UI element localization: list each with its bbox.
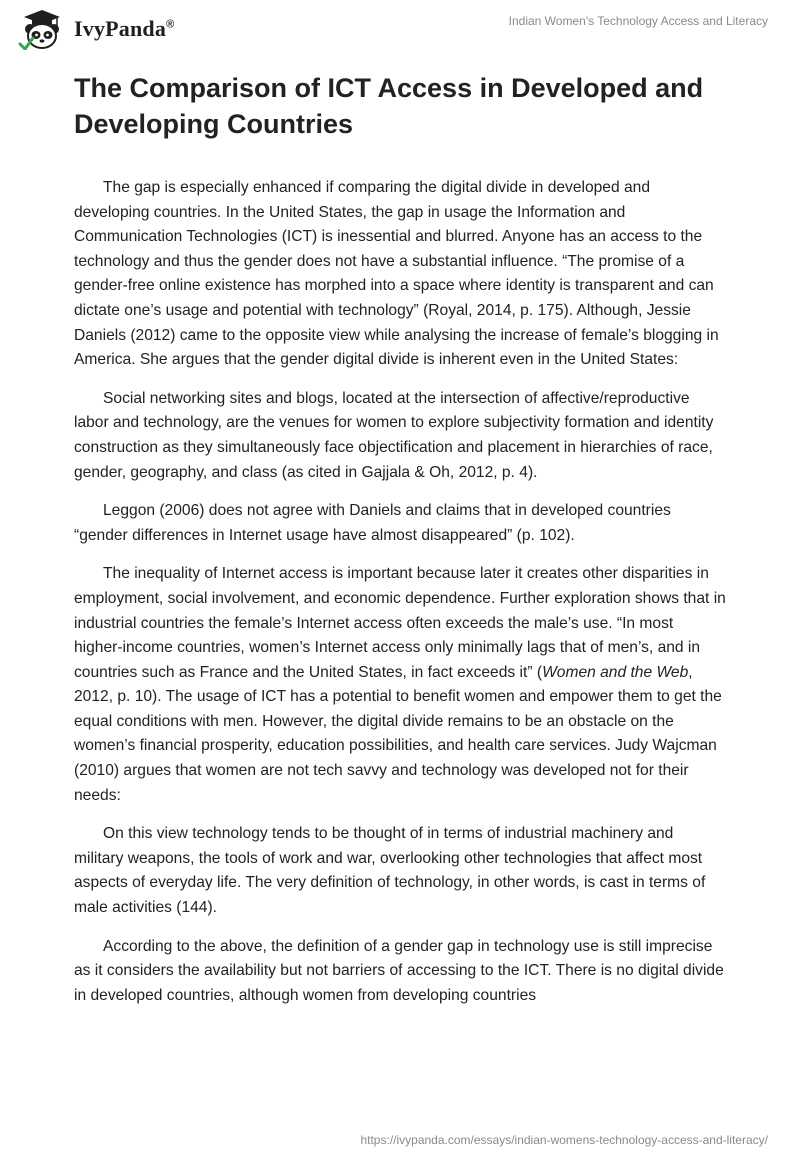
article: [74, 70, 726, 1022]
page-header: [0, 0, 800, 56]
article-title: The Comparison of ICT Access in Developed and Developing Countries: [74, 73, 704, 139]
ivypanda-logo[interactable]: [16, 8, 174, 50]
paragraph: The gap is especially enhanced if comparing the digital divide in developed and developing countries. In the United States, the gap in usage the Information and Communication Technologies (ICT) is inessential and blurred. Anyone has an access to the technology and thus the gender does not have a substantial influence. “The promise of a gender-free online existence has morphed into a space where identity is transparent and can dictate one’s usage and potential with technology” (Royal, 2014, p. 175). Although, Jessie Daniels (2012) came to the opposite view while analysing the increase of female’s blogging in America. She argues that the gender digital divide is inherent even in the United States:: [74, 179, 719, 369]
citation-title: Women and the Web: [542, 663, 689, 681]
block-quote: On this view technology tends to be thought of in terms of industrial machinery and military weapons, the tools of work and war, overlooking other technologies that affect most aspects of everyday life. The very definition of technology, in other words, is cast in terms of male activities (144).: [74, 825, 706, 917]
source-url[interactable]: https://ivypanda.com/essays/indian-womens-technology-access-and-literacy/: [360, 1133, 768, 1147]
paragraph: Leggon (2006) does not agree with Daniels and claims that in developed countries “gender differences in Internet usage have almost disappeared” (p. 102).: [74, 502, 671, 544]
paragraph: The inequality of Internet access is important because later it creates other disparities in employment, social involvement, and economic dependence. Further exploration shows that in industrial countries the female’s Internet access often exceeds the male’s use. “In most higher-income countries, women’s Internet access only minimally lags that of men’s, and in countries such as France and the United States, in fact exceeds it” (Women and the Web, 2012, p. 10). The usage of ICT has a potential to benefit women and empower them to get the equal conditions with men. However, the digital divide remains to be an obstacle on the women’s financial prosperity, education possibilities, and health care services. Judy Wajcman (2010) argues that women are not tech savvy and technology was developed not for their needs:: [74, 565, 726, 804]
panda-graduate-icon: [16, 8, 68, 50]
document-title: Indian Women's Technology Access and Literacy: [508, 14, 768, 28]
paragraph: According to the above, the definition of a gender gap in technology use is still imprecise as it considers the availability but not barriers of accessing to the ICT. There is no digital divide in developed countries, although women from developing countries: [74, 937, 724, 1004]
brand-name: IvyPanda®: [74, 16, 175, 41]
block-quote: Social networking sites and blogs, located at the intersection of affective/reproductive labor and technology, are the venues for women to explore subjectivity formation and identity construction as they simultaneously face objectification and placement in hierarchies of race, gender, geography, and class (as cited in Gajjala & Oh, 2012, p. 4).: [74, 389, 714, 481]
